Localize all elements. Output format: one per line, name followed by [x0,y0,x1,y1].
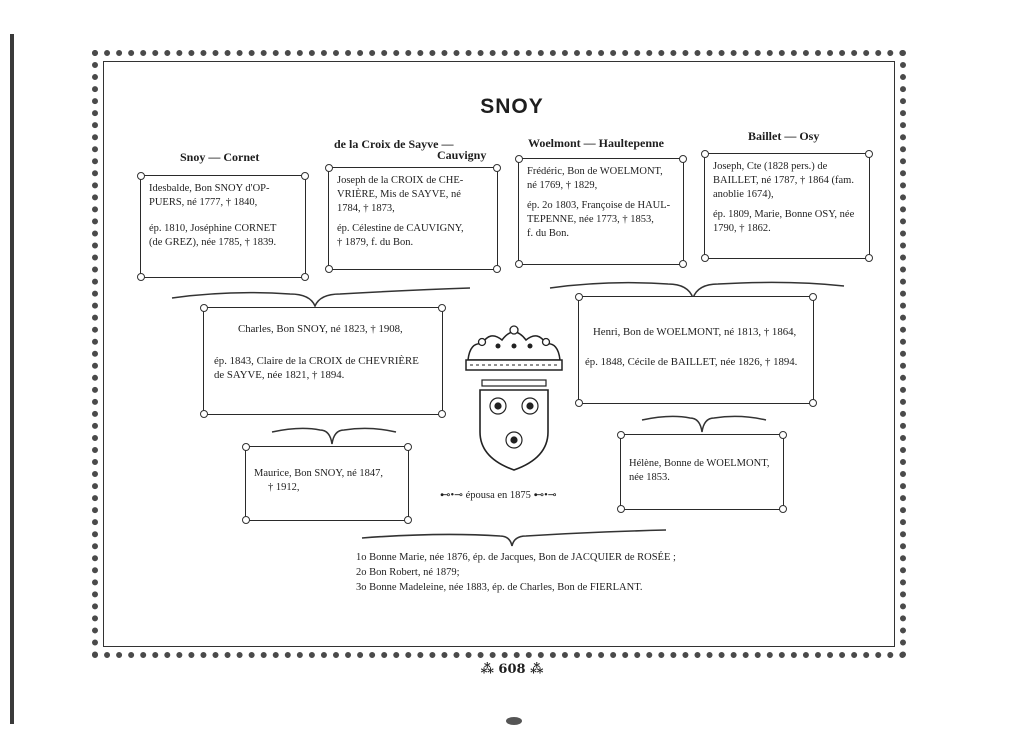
text-line: BAILLET, né 1787, † 1864 (fam. [713,175,854,186]
box-snoy-cornet [140,175,306,278]
text-line: anoblie 1674), [713,189,774,200]
ornament-left-icon: ⊷•⊸ [440,490,466,501]
text-line: Charles, Bon SNOY, né 1823, † 1908, [238,323,403,335]
text-line: TEPENNE, née 1773, † 1853, [527,214,654,225]
text-line: ép. 1810, Joséphine CORNET [149,223,277,234]
ornament-right-icon: ⊷•⊸ [530,490,557,501]
text-line: † 1912, [268,482,300,493]
text-line: Idesbalde, Bon SNOY d'OP- [149,183,270,194]
text-line: ép. 1809, Marie, Bonne OSY, née [713,209,855,220]
text-line: Joseph de la CROIX de CHE- [337,175,464,186]
text-line: ép. 1848, Cécile de BAILLET, née 1826, † 1894. [585,356,798,368]
coat-of-arms-with-crown-icon [460,322,568,472]
box-croix-cauvigny [328,167,498,270]
text-line: Frédéric, Bon de WOELMONT, [527,166,663,177]
text-line: Henri, Bon de WOELMONT, né 1813, † 1864, [593,326,797,338]
text-line: ép. 2o 1803, Françoise de HAUL- [527,200,671,211]
ornament-icon: ⁂ [525,662,544,677]
column-heading-croix-line2: Cauvigny [437,148,487,162]
binding-edge [10,34,14,724]
page-title: SNOY [480,95,544,118]
page-number-text: 608 [498,662,526,677]
child-entry: 1o Bonne Marie, née 1876, ép. de Jacques, Bon de JACQUIER de ROSÉE ; [356,552,676,563]
child-entry: 2o Bon Robert, né 1879; [356,567,460,578]
box-helene [620,434,784,510]
text-line: 1790, † 1862. [713,223,771,234]
bottom-ornament-icon [505,716,523,726]
text-line: ép. Célestine de CAUVIGNY, [337,223,464,234]
box-henri [578,296,814,404]
text-line: ép. 1843, Claire de la CROIX de CHEVRIÈRE [214,355,419,367]
column-heading-croix-line1: de la Croix de Sayve — [334,137,454,151]
text-line: PUERS, né 1777, † 1840, [149,197,258,208]
box-maurice [245,446,409,521]
brace-connector-maurice [270,424,400,448]
page-number [0,662,1024,677]
text-line: f. du Bon. [527,228,569,239]
marriage-note [440,489,557,501]
child-entry: 3o Bonne Madeleine, née 1883, ép. de Charles, Bon de FIERLANT. [356,582,643,593]
text-line: † 1879, f. du Bon. [337,237,414,248]
brace-connector-helene [640,412,770,436]
children-list [356,550,676,595]
text-line: Hélène, Bonne de WOELMONT, [629,458,770,469]
text-line: 1784, † 1873, [337,203,395,214]
text-line: Maurice, Bon SNOY, né 1847, [254,468,384,479]
text-line: Joseph, Cte (1828 pers.) de [713,161,828,172]
column-heading-baillet: Baillet — Osy [748,129,820,143]
box-charles [203,307,443,415]
text-line: née 1853. [629,472,670,483]
marriage-text: épousa en 1875 [465,490,531,501]
box-baillet-osy [704,153,870,259]
text-line: VRIÈRE, Mis de SAYVE, né [337,189,461,200]
brace-connector-children [360,528,670,550]
column-heading-woelmont: Woelmont — Haultepenne [528,136,665,150]
text-line: (de GREZ), née 1785, † 1839. [149,237,277,248]
column-heading-snoy-cornet: Snoy — Cornet [180,150,260,164]
text-line: de SAYVE, née 1821, † 1894. [214,369,345,381]
text-line: né 1769, † 1829, [527,180,598,191]
box-woelmont-haultepenne [518,158,684,265]
ornament-icon: ⁂ [480,662,499,677]
